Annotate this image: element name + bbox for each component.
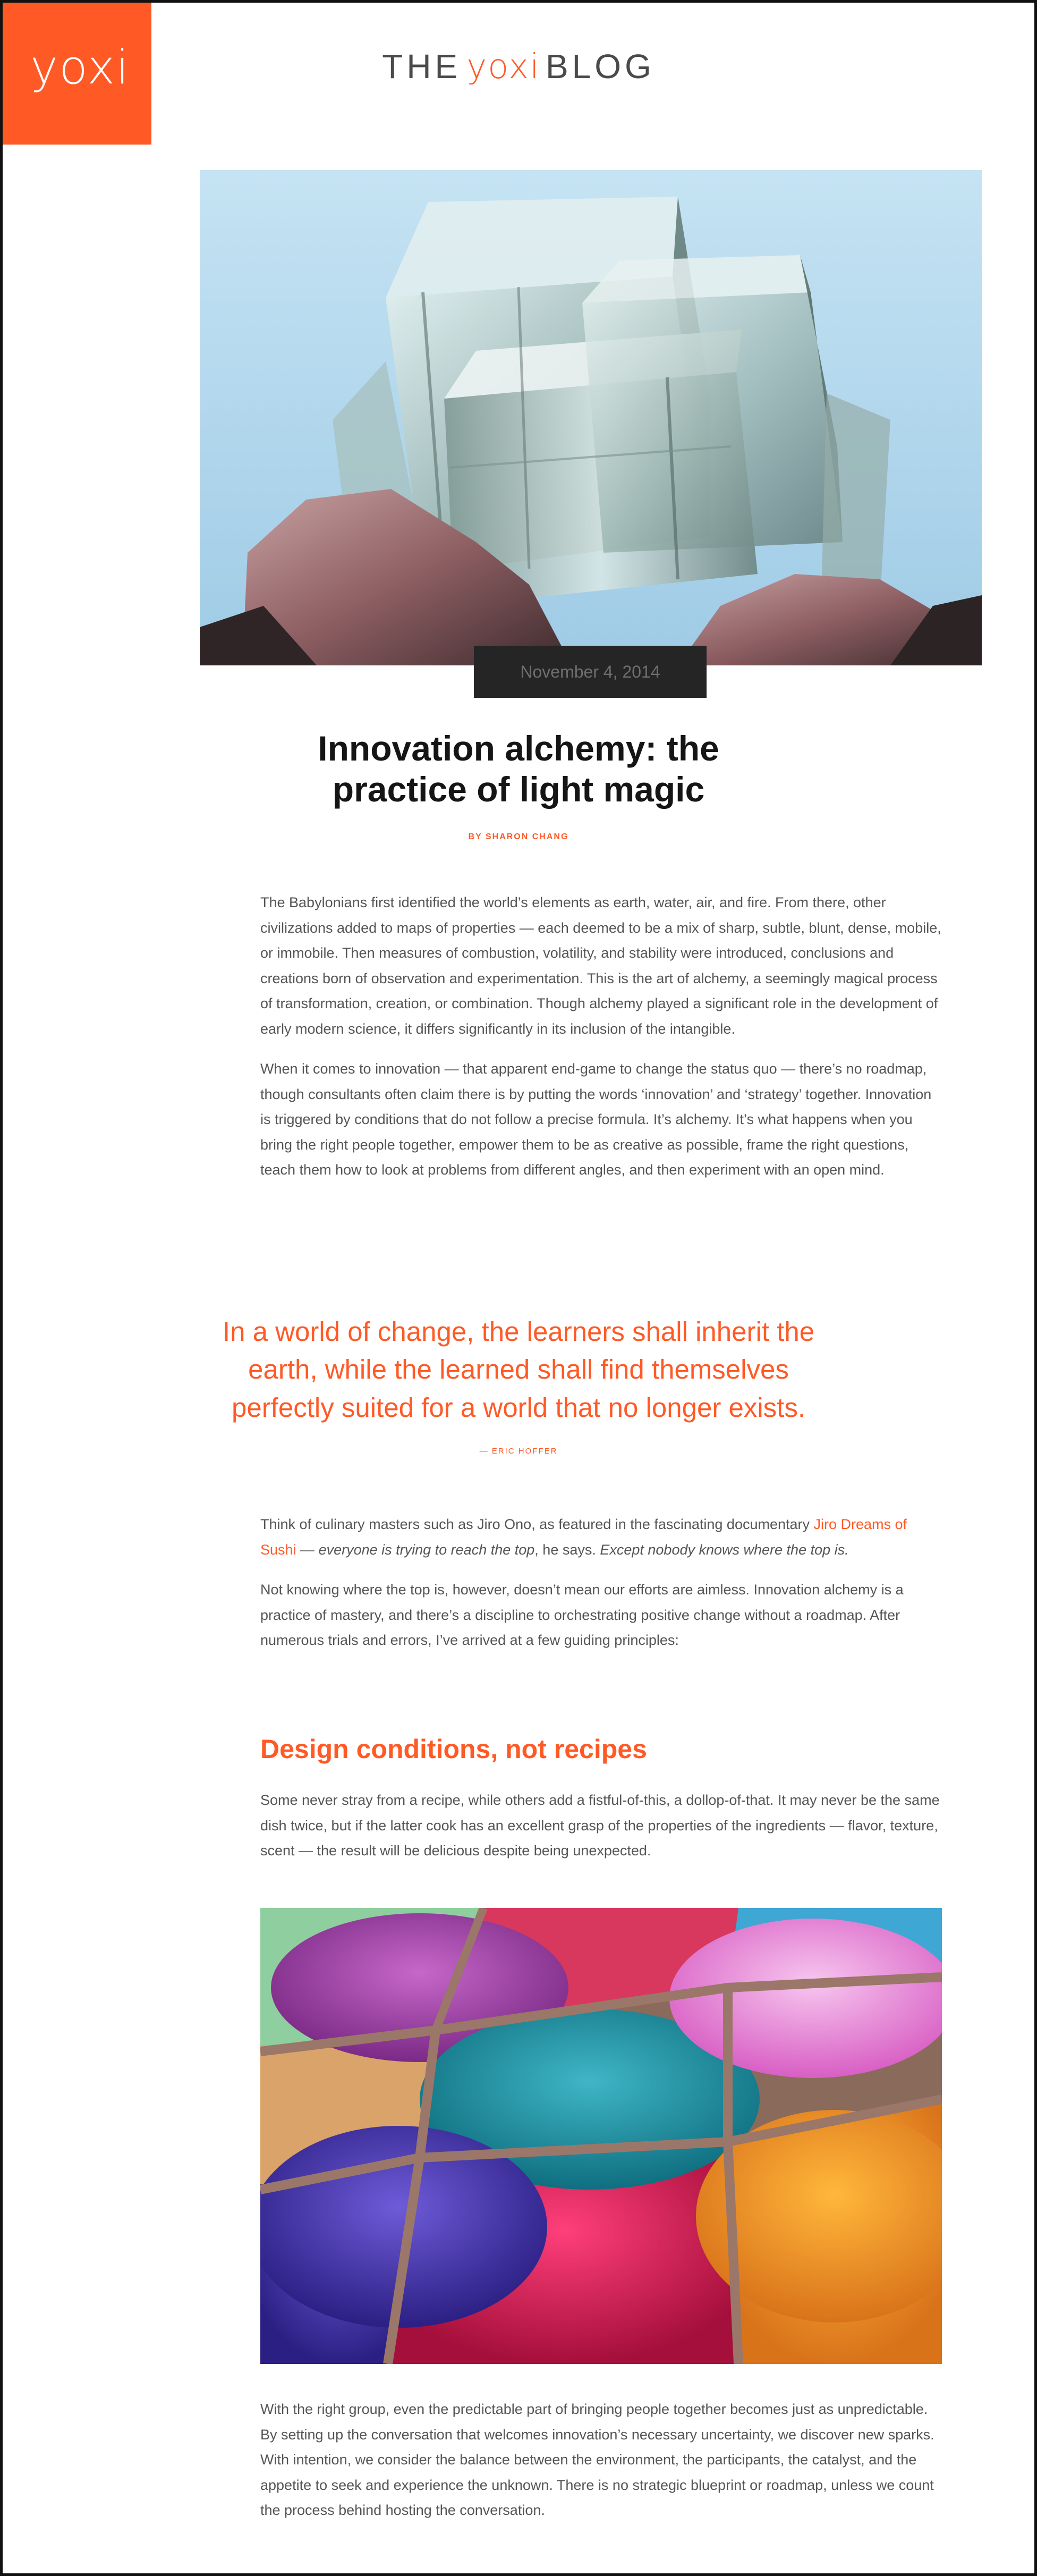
article-body-closing: [260, 2397, 946, 2538]
jiro-dreams-link[interactable]: Jiro Dreams of Sushi: [260, 1516, 907, 1558]
paragraph-5: Some never stray from a recipe, while others add a fistful-of-this, a dollop-of-that. It may never be the same dish twice, but if the latter cook has an excellent grasp of the properties of the ingredients — flavor, texture, scent — the result will be delicious despite being unexpected.: [260, 1792, 940, 1859]
article-header: [0, 728, 1037, 842]
blog-masthead[interactable]: [0, 47, 1037, 87]
post-date-badge: November 4, 2014: [474, 646, 707, 698]
paragraph-3: [260, 1512, 946, 1563]
paragraph-2: When it comes to innovation — that apparent end-game to change the status quo — there’s no roadmap, though consultants often claim there is by putting the words ‘innovation’ and ‘strategy’ together. Innovation is triggered by conditions that do not follow a precise formula. It’s alchemy. It’s what happens when you bring the right people together, empower them to be as creative as possible, frame the right questions, teach them how to look at problems from different angles, and then experiment with an open mind.: [260, 1061, 932, 1178]
masthead-blog: BLOG: [545, 47, 655, 86]
post-title-line-2: practice of light magic: [332, 770, 705, 809]
article-body-section: [260, 1788, 946, 1879]
article-body-middle: [260, 1512, 946, 1668]
post-title: [0, 728, 1037, 810]
paragraph-3-italic-1: everyone is trying to reach the top: [318, 1541, 535, 1558]
section-heading-design-conditions: Design conditions, not recipes: [260, 1734, 647, 1764]
paragraph-6: With the right group, even the predictable part of bringing people together becomes just as unpredictable. By setting up the conversation that welcomes innovation’s necessary uncertainty, we discover new sparks. With intention, we consider the balance between the environment, the participants, the catalyst, and the appetite to seek and experience the unknown. There is no strategic blueprint or roadmap, unless we count the process behind hosting the conversation.: [260, 2401, 934, 2519]
hero-crystal-image: [200, 170, 982, 665]
masthead-the: THE: [382, 47, 462, 86]
paragraph-1: The Babylonians first identified the world’s elements as earth, water, air, and fire. From there, other civilizations added to maps of properties — each deemed to be a mix of sharp, subtle, blunt, dense, mobile, or immobile. Then measures of combustion, volatility, and stability were introduced, conclusions and creations born of observation and experimentation. This is the art of alchemy, a seemingly magical process of transformation, creation, or combination. Though alchemy played a significant role in the development of early modern science, it differs significantly in its inclusion of the intangible.: [260, 894, 941, 1037]
masthead-yoxi: yoxi: [466, 47, 540, 87]
crystal-image-icon: [200, 170, 982, 665]
yoxi-logo: yoxi: [30, 40, 130, 95]
pigment-image-icon: [260, 1908, 942, 2364]
pigment-powders-image: [260, 1908, 942, 2364]
paragraph-3-start: Think of culinary masters such as Jiro Ono, as featured in the fascinating documentary: [260, 1516, 814, 1532]
pull-quote-attribution: — ERIC HOFFER: [479, 1447, 558, 1456]
post-title-line-1: Innovation alchemy: the: [318, 729, 719, 768]
article-body-intro: [260, 890, 946, 1198]
paragraph-3-dash: —: [296, 1541, 319, 1558]
paragraph-3-says: , he says.: [534, 1541, 600, 1558]
paragraph-4: Not knowing where the top is, however, doesn’t mean our efforts are aimless. Innovation alchemy is a practice of mastery, and there’s a discipline to orchestrating positive change without a roadmap. After numerous trials and errors, I’ve arrived at a few guiding principles:: [260, 1582, 904, 1649]
paragraph-3-italic-2: Except nobody knows where the top is.: [600, 1541, 849, 1558]
post-byline[interactable]: BY SHARON CHANG: [468, 832, 569, 842]
pull-quote: In a world of change, the learners shall inherit the earth, while the learned shall find themselves perfectly suited for a world that no longer exists.: [222, 1316, 815, 1423]
